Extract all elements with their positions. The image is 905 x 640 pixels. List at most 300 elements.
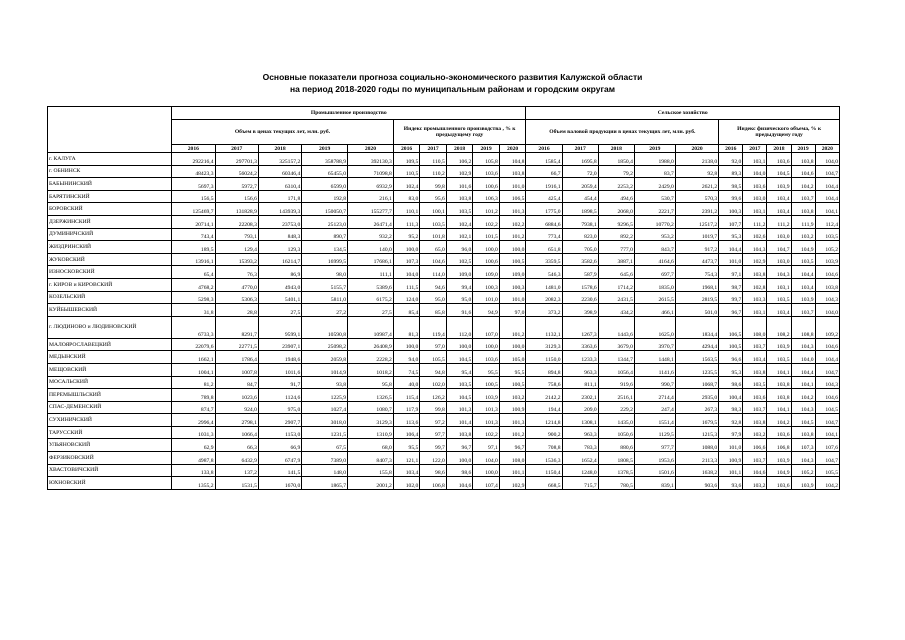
- table-cell: 6432,9: [215, 452, 258, 465]
- table-body: [48, 153, 840, 490]
- table-cell: 96,7: [446, 439, 473, 452]
- table-cell: 100,0: [446, 452, 473, 465]
- table-cell: 103,0: [767, 228, 791, 241]
- table-cell: 103,0: [767, 253, 791, 266]
- table-cell: 95,5: [393, 439, 420, 452]
- table-cell: 111,2: [767, 215, 791, 228]
- table-cell: 1531,5: [215, 477, 258, 490]
- table-cell: 104,1: [815, 203, 839, 216]
- subheader-ind-index: Индекс промышленного производства , % к предыдущему году: [393, 120, 526, 145]
- table-row: [48, 291, 840, 304]
- table-row: [48, 426, 840, 439]
- table-cell: 494,6: [598, 190, 634, 203]
- table-cell: 48423,3: [172, 165, 215, 178]
- table-cell: 84,7: [215, 376, 258, 389]
- table-cell: 105,0: [499, 351, 526, 364]
- table-cell: 103,9: [791, 477, 815, 490]
- table-cell: 103,6: [473, 165, 500, 178]
- table-cell: 68,0: [348, 439, 394, 452]
- table-cell: 103,4: [393, 464, 420, 477]
- table-cell: 100,0: [393, 241, 420, 254]
- table-cell: 1865,7: [302, 477, 348, 490]
- table-cell: 79,2: [598, 165, 634, 178]
- table-cell: 1850,4: [598, 153, 634, 166]
- table-cell: 66,3: [215, 439, 258, 452]
- table-row: [48, 351, 840, 364]
- year-header: 2020: [499, 145, 526, 153]
- table-cell: 811,1: [562, 376, 598, 389]
- table-cell: 1056,4: [598, 363, 634, 376]
- table-cell: 1786,4: [215, 351, 258, 364]
- table-cell: 104,0: [815, 304, 839, 317]
- table-cell: 103,8: [815, 278, 839, 291]
- table-cell: 843,7: [634, 241, 675, 254]
- table-cell: 104,2: [791, 389, 815, 402]
- table-cell: 129,4: [215, 241, 258, 254]
- table-cell: 103,1: [743, 304, 767, 317]
- table-cell: 105,8: [473, 153, 500, 166]
- table-row: [48, 304, 840, 317]
- table-cell: 94,6: [420, 278, 447, 291]
- table-row: [48, 477, 840, 490]
- table-cell: 1443,6: [598, 316, 634, 338]
- table-cell: 104,6: [815, 389, 839, 402]
- table-cell: 103,6: [743, 178, 767, 191]
- section-agriculture: Сельское хозяйство: [526, 107, 840, 120]
- table-cell: 104,4: [815, 351, 839, 364]
- table-cell: 25123,0: [302, 215, 348, 228]
- table-cell: 124,0: [393, 291, 420, 304]
- table-row: [48, 153, 840, 166]
- table-cell: 104,5: [767, 165, 791, 178]
- table-cell: 102,6: [743, 228, 767, 241]
- table-cell: 209,0: [562, 401, 598, 414]
- table-cell: 358788,9: [302, 153, 348, 166]
- table-cell: 4943,0: [258, 278, 301, 291]
- table-cell: 103,7: [743, 452, 767, 465]
- table-cell: 95,5: [499, 363, 526, 376]
- table-cell: 103,1: [743, 203, 767, 216]
- row-name: ПЕРЕМЫШЛЬСКИЙ: [48, 389, 172, 402]
- row-name: ЖИЗДРИНСКИЙ: [48, 241, 172, 254]
- table-cell: 171,8: [258, 190, 301, 203]
- table-cell: 96,0: [446, 241, 473, 254]
- table-cell: 8291,7: [215, 316, 258, 338]
- table-cell: 101,3: [446, 401, 473, 414]
- year-header: 2020: [815, 145, 839, 153]
- table-cell: 6932,9: [348, 178, 394, 191]
- table-cell: 103,5: [743, 376, 767, 389]
- table-cell: 22771,5: [215, 338, 258, 351]
- table-cell: 1068,7: [675, 376, 718, 389]
- table-cell: 103,4: [791, 278, 815, 291]
- table-cell: 1968,1: [675, 278, 718, 291]
- table-cell: 1344,7: [598, 351, 634, 364]
- table-row: [48, 464, 840, 477]
- table-cell: 793,1: [215, 228, 258, 241]
- table-cell: 95,0: [446, 291, 473, 304]
- table-cell: 111,5: [393, 278, 420, 291]
- table-cell: 103,4: [767, 203, 791, 216]
- table-cell: 23753,0: [258, 215, 301, 228]
- table-cell: 102,9: [743, 253, 767, 266]
- table-cell: 1150,4: [526, 464, 562, 477]
- table-cell: 1435,0: [598, 414, 634, 427]
- table-cell: 94,9: [473, 304, 500, 317]
- row-name: г. КАЛУГА: [48, 153, 172, 166]
- table-cell: 103,9: [473, 389, 500, 402]
- table-cell: 103,2: [743, 477, 767, 490]
- table-cell: 104,0: [743, 165, 767, 178]
- table-cell: 92,0: [719, 153, 743, 166]
- table-row: [48, 316, 840, 338]
- table-cell: 102,0: [420, 376, 447, 389]
- row-name: ЮХНОВСКИЙ: [48, 477, 172, 490]
- year-header: 2016: [526, 145, 562, 153]
- table-cell: 101,2: [499, 426, 526, 439]
- table-cell: 189,5: [172, 241, 215, 254]
- table-cell: 104,3: [791, 401, 815, 414]
- table-cell: 103,8: [499, 165, 526, 178]
- table-cell: 100,3: [473, 278, 500, 291]
- table-cell: 1679,5: [675, 414, 718, 427]
- row-name: ХВАСТОВИЧСКИЙ: [48, 464, 172, 477]
- table-cell: 119,4: [420, 316, 447, 338]
- row-name: КОЗЕЛЬСКИЙ: [48, 291, 172, 304]
- table-cell: 104,1: [791, 376, 815, 389]
- table-cell: 17686,1: [348, 253, 394, 266]
- table-cell: 103,8: [791, 153, 815, 166]
- table-cell: 105,2: [815, 241, 839, 254]
- table-cell: 106,5: [719, 316, 743, 338]
- table-cell: 155277,7: [348, 203, 394, 216]
- table-cell: 645,6: [598, 266, 634, 279]
- table-cell: 963,3: [562, 426, 598, 439]
- subheader-agr-index: Индекс физического объема, % к предыдущему году: [719, 120, 840, 145]
- table-cell: 104,6: [815, 266, 839, 279]
- table-cell: 106,8: [767, 439, 791, 452]
- table-cell: 140,0: [348, 241, 394, 254]
- table-cell: 1050,6: [598, 426, 634, 439]
- table-cell: 107,0: [473, 316, 500, 338]
- table-cell: 103,2: [743, 426, 767, 439]
- table-row: [48, 439, 840, 452]
- table-cell: 101,2: [499, 228, 526, 241]
- table-cell: 20714,1: [172, 215, 215, 228]
- table-cell: 22208,3: [215, 215, 258, 228]
- table-cell: 134,5: [302, 241, 348, 254]
- table-cell: 780,5: [598, 477, 634, 490]
- table-cell: 3887,1: [598, 253, 634, 266]
- table-cell: 95,5: [473, 363, 500, 376]
- table-cell: 104,1: [815, 426, 839, 439]
- table-cell: 104,3: [743, 241, 767, 254]
- table-cell: 103,0: [743, 190, 767, 203]
- document-title: Основные показатели прогноза социально-экономического развития Калужской области: [262, 72, 643, 82]
- table-cell: 109,0: [446, 266, 473, 279]
- table-cell: 95,0: [420, 291, 447, 304]
- table-cell: 101,3: [473, 414, 500, 427]
- table-row: [48, 278, 840, 291]
- table-cell: 2068,0: [598, 203, 634, 216]
- table-cell: 1066,4: [215, 426, 258, 439]
- table-cell: 40,0: [393, 376, 420, 389]
- table-cell: 113,6: [393, 414, 420, 427]
- table-cell: 97,7: [420, 426, 447, 439]
- table-cell: 92,8: [675, 165, 718, 178]
- table-cell: 10987,4: [348, 316, 394, 338]
- table-cell: 1378,5: [598, 464, 634, 477]
- table-cell: 1808,5: [598, 452, 634, 465]
- table-cell: 2228,2: [348, 351, 394, 364]
- table-cell: 2431,5: [598, 291, 634, 304]
- table-cell: 62,9: [172, 439, 215, 452]
- table-cell: 103,2: [791, 228, 815, 241]
- table-cell: 65,4: [172, 266, 215, 279]
- table-cell: 93,6: [719, 477, 743, 490]
- table-cell: 2001,2: [348, 477, 394, 490]
- table-cell: 105,5: [420, 351, 447, 364]
- table-cell: 103,7: [743, 338, 767, 351]
- table-cell: 1088,0: [675, 439, 718, 452]
- table-cell: 1007,8: [215, 363, 258, 376]
- table-cell: 1695,8: [562, 153, 598, 166]
- table-cell: 100,0: [473, 241, 500, 254]
- table-cell: 953,2: [634, 228, 675, 241]
- table-cell: 466,1: [634, 304, 675, 317]
- table-cell: 111,9: [791, 215, 815, 228]
- table-cell: 143939,3: [258, 203, 301, 216]
- table-cell: 95,3: [719, 363, 743, 376]
- table-cell: 103,8: [791, 203, 815, 216]
- row-name: ИЗНОСКОВСКИЙ: [48, 266, 172, 279]
- table-cell: 2253,2: [598, 178, 634, 191]
- table-cell: 110,5: [420, 153, 447, 166]
- table-cell: 83,7: [634, 165, 675, 178]
- table-cell: 6747,9: [258, 452, 301, 465]
- row-name: г. ЛЮДИНОВО и ЛЮДИНОВСКИЙ: [48, 316, 172, 338]
- table-cell: 104,5: [791, 414, 815, 427]
- table-cell: 102,0: [393, 477, 420, 490]
- table-cell: 101,3: [499, 414, 526, 427]
- table-row: [48, 165, 840, 178]
- table-cell: 292216,4: [172, 153, 215, 166]
- year-header: 2017: [743, 145, 767, 153]
- table-cell: 1215,3: [675, 426, 718, 439]
- table-cell: 85,4: [393, 304, 420, 317]
- table-cell: 100,0: [473, 464, 500, 477]
- table-cell: 570,3: [675, 190, 718, 203]
- table-cell: 2429,0: [634, 178, 675, 191]
- table-cell: 7938,1: [562, 215, 598, 228]
- table-cell: 105,2: [791, 464, 815, 477]
- table-cell: 651,8: [526, 241, 562, 254]
- table-cell: 434,2: [598, 304, 634, 317]
- table-cell: 100,6: [473, 178, 500, 191]
- table-cell: 103,7: [791, 304, 815, 317]
- table-cell: 97,0: [499, 304, 526, 317]
- table-cell: 892,2: [598, 228, 634, 241]
- document-subtitle: на период 2018-2020 годы по муниципальным районам и городским округам: [289, 84, 616, 94]
- table-cell: 81,3: [393, 316, 420, 338]
- table-cell: 103,8: [743, 266, 767, 279]
- table-cell: 98,5: [719, 178, 743, 191]
- table-cell: 122,0: [420, 452, 447, 465]
- year-header: 2019: [791, 145, 815, 153]
- table-cell: 111,1: [348, 266, 394, 279]
- table-cell: 4294,4: [675, 338, 718, 351]
- table-cell: 101,0: [719, 439, 743, 452]
- table-cell: 103,7: [743, 401, 767, 414]
- table-cell: 8407,3: [348, 452, 394, 465]
- table-cell: 103,7: [791, 190, 815, 203]
- table-cell: 83,0: [393, 190, 420, 203]
- table-cell: 917,2: [675, 241, 718, 254]
- table-cell: 1231,5: [302, 426, 348, 439]
- table-cell: 106,6: [743, 439, 767, 452]
- table-cell: 60346,4: [258, 165, 301, 178]
- table-cell: 1551,4: [634, 414, 675, 427]
- table-cell: 104,8: [499, 153, 526, 166]
- table-cell: 104,0: [473, 452, 500, 465]
- table-cell: 103,8: [743, 363, 767, 376]
- table-cell: 133,8: [172, 464, 215, 477]
- table-cell: 890,7: [302, 228, 348, 241]
- table-cell: 141,5: [258, 464, 301, 477]
- table-cell: 23907,1: [258, 338, 301, 351]
- table-cell: 773,4: [526, 228, 562, 241]
- table-cell: 95,2: [393, 228, 420, 241]
- table-cell: 1775,0: [526, 203, 562, 216]
- table-cell: 1124,6: [258, 389, 301, 402]
- table-cell: 103,5: [446, 203, 473, 216]
- table-cell: 1019,7: [675, 228, 718, 241]
- table-cell: 102,9: [446, 165, 473, 178]
- table-cell: 103,8: [767, 376, 791, 389]
- table-cell: 587,9: [562, 266, 598, 279]
- table-cell: 96,7: [499, 439, 526, 452]
- table-cell: 373,2: [526, 304, 562, 317]
- table-cell: 22079,6: [172, 338, 215, 351]
- table-cell: 5811,0: [302, 291, 348, 304]
- table-cell: 99,8: [420, 401, 447, 414]
- table-cell: 109,0: [499, 266, 526, 279]
- table-cell: 1027,4: [302, 401, 348, 414]
- table-cell: 107,6: [815, 439, 839, 452]
- table-cell: 86,9: [258, 266, 301, 279]
- table-cell: 1248,0: [562, 464, 598, 477]
- table-cell: 2907,7: [258, 414, 301, 427]
- table-cell: 97,2: [420, 414, 447, 427]
- table-cell: 708,8: [526, 439, 562, 452]
- table-cell: 97,0: [420, 338, 447, 351]
- table-cell: 101,2: [473, 203, 500, 216]
- table-cell: 102,5: [446, 253, 473, 266]
- table-cell: 990,7: [634, 376, 675, 389]
- table-cell: 6310,4: [258, 178, 301, 191]
- forecast-table: [47, 106, 840, 490]
- table-cell: 103,1: [767, 278, 791, 291]
- row-name: г. ОБНИНСК: [48, 165, 172, 178]
- table-cell: 26471,4: [348, 215, 394, 228]
- table-cell: 104,1: [767, 401, 791, 414]
- table-cell: 104,6: [743, 464, 767, 477]
- table-cell: 1225,9: [302, 389, 348, 402]
- table-cell: 823,0: [562, 228, 598, 241]
- year-header: 2019: [473, 145, 500, 153]
- table-cell: 100,1: [420, 203, 447, 216]
- table-cell: 1898,5: [562, 203, 598, 216]
- table-cell: 103,5: [815, 228, 839, 241]
- table-cell: 101,4: [446, 414, 473, 427]
- table-cell: 977,7: [634, 439, 675, 452]
- table-cell: 99,8: [420, 178, 447, 191]
- table-cell: 1310,9: [348, 426, 394, 439]
- row-name: МЕЩОВСКИЙ: [48, 363, 172, 376]
- table-cell: 2615,5: [634, 291, 675, 304]
- table-cell: 107,7: [719, 215, 743, 228]
- year-header: 2019: [634, 145, 675, 153]
- table-cell: 1625,0: [634, 316, 675, 338]
- table-cell: 100,0: [473, 338, 500, 351]
- year-header: 2017: [562, 145, 598, 153]
- corner-cell: [48, 107, 172, 153]
- table-cell: 31,8: [172, 304, 215, 317]
- table-cell: 108,8: [791, 316, 815, 338]
- table-cell: 110,1: [393, 203, 420, 216]
- table-cell: 6733,3: [172, 316, 215, 338]
- year-header: 2020: [348, 145, 394, 153]
- table-cell: 1308,1: [562, 414, 598, 427]
- table-cell: 697,7: [634, 266, 675, 279]
- table-cell: 2819,5: [675, 291, 718, 304]
- table-cell: 1031,3: [172, 426, 215, 439]
- table-cell: 107,3: [393, 253, 420, 266]
- table-cell: 100,0: [499, 241, 526, 254]
- table-cell: 192,8: [302, 190, 348, 203]
- table-cell: 9296,5: [598, 215, 634, 228]
- table-cell: 106,8: [420, 477, 447, 490]
- table-cell: 104,6: [815, 338, 839, 351]
- table-cell: 107,4: [473, 477, 500, 490]
- table-cell: 103,5: [446, 376, 473, 389]
- table-cell: 297701,3: [215, 153, 258, 166]
- table-cell: 5401,1: [258, 291, 301, 304]
- table-cell: 97,9: [719, 426, 743, 439]
- table-cell: 95,3: [719, 228, 743, 241]
- table-cell: 104,7: [815, 452, 839, 465]
- table-cell: 1233,3: [562, 351, 598, 364]
- row-name: МОСАЛЬСКИЙ: [48, 376, 172, 389]
- table-cell: 398,9: [562, 304, 598, 317]
- row-name: ДЗЕРЖИНСКИЙ: [48, 215, 172, 228]
- table-cell: 1835,0: [634, 278, 675, 291]
- table-cell: 1652,4: [562, 452, 598, 465]
- table-cell: 2302,1: [562, 389, 598, 402]
- table-cell: 148,0: [302, 464, 348, 477]
- table-cell: 103,4: [743, 351, 767, 364]
- table-cell: 454,4: [562, 190, 598, 203]
- table-cell: 117,9: [393, 401, 420, 414]
- table-row: [48, 338, 840, 351]
- table-cell: 2935,0: [675, 389, 718, 402]
- table-cell: 3129,3: [526, 338, 562, 351]
- table-row: [48, 203, 840, 216]
- table-cell: 101,3: [499, 203, 526, 216]
- table-cell: 98,7: [719, 278, 743, 291]
- table-cell: 103,9: [767, 452, 791, 465]
- table-cell: 15393,2: [215, 253, 258, 266]
